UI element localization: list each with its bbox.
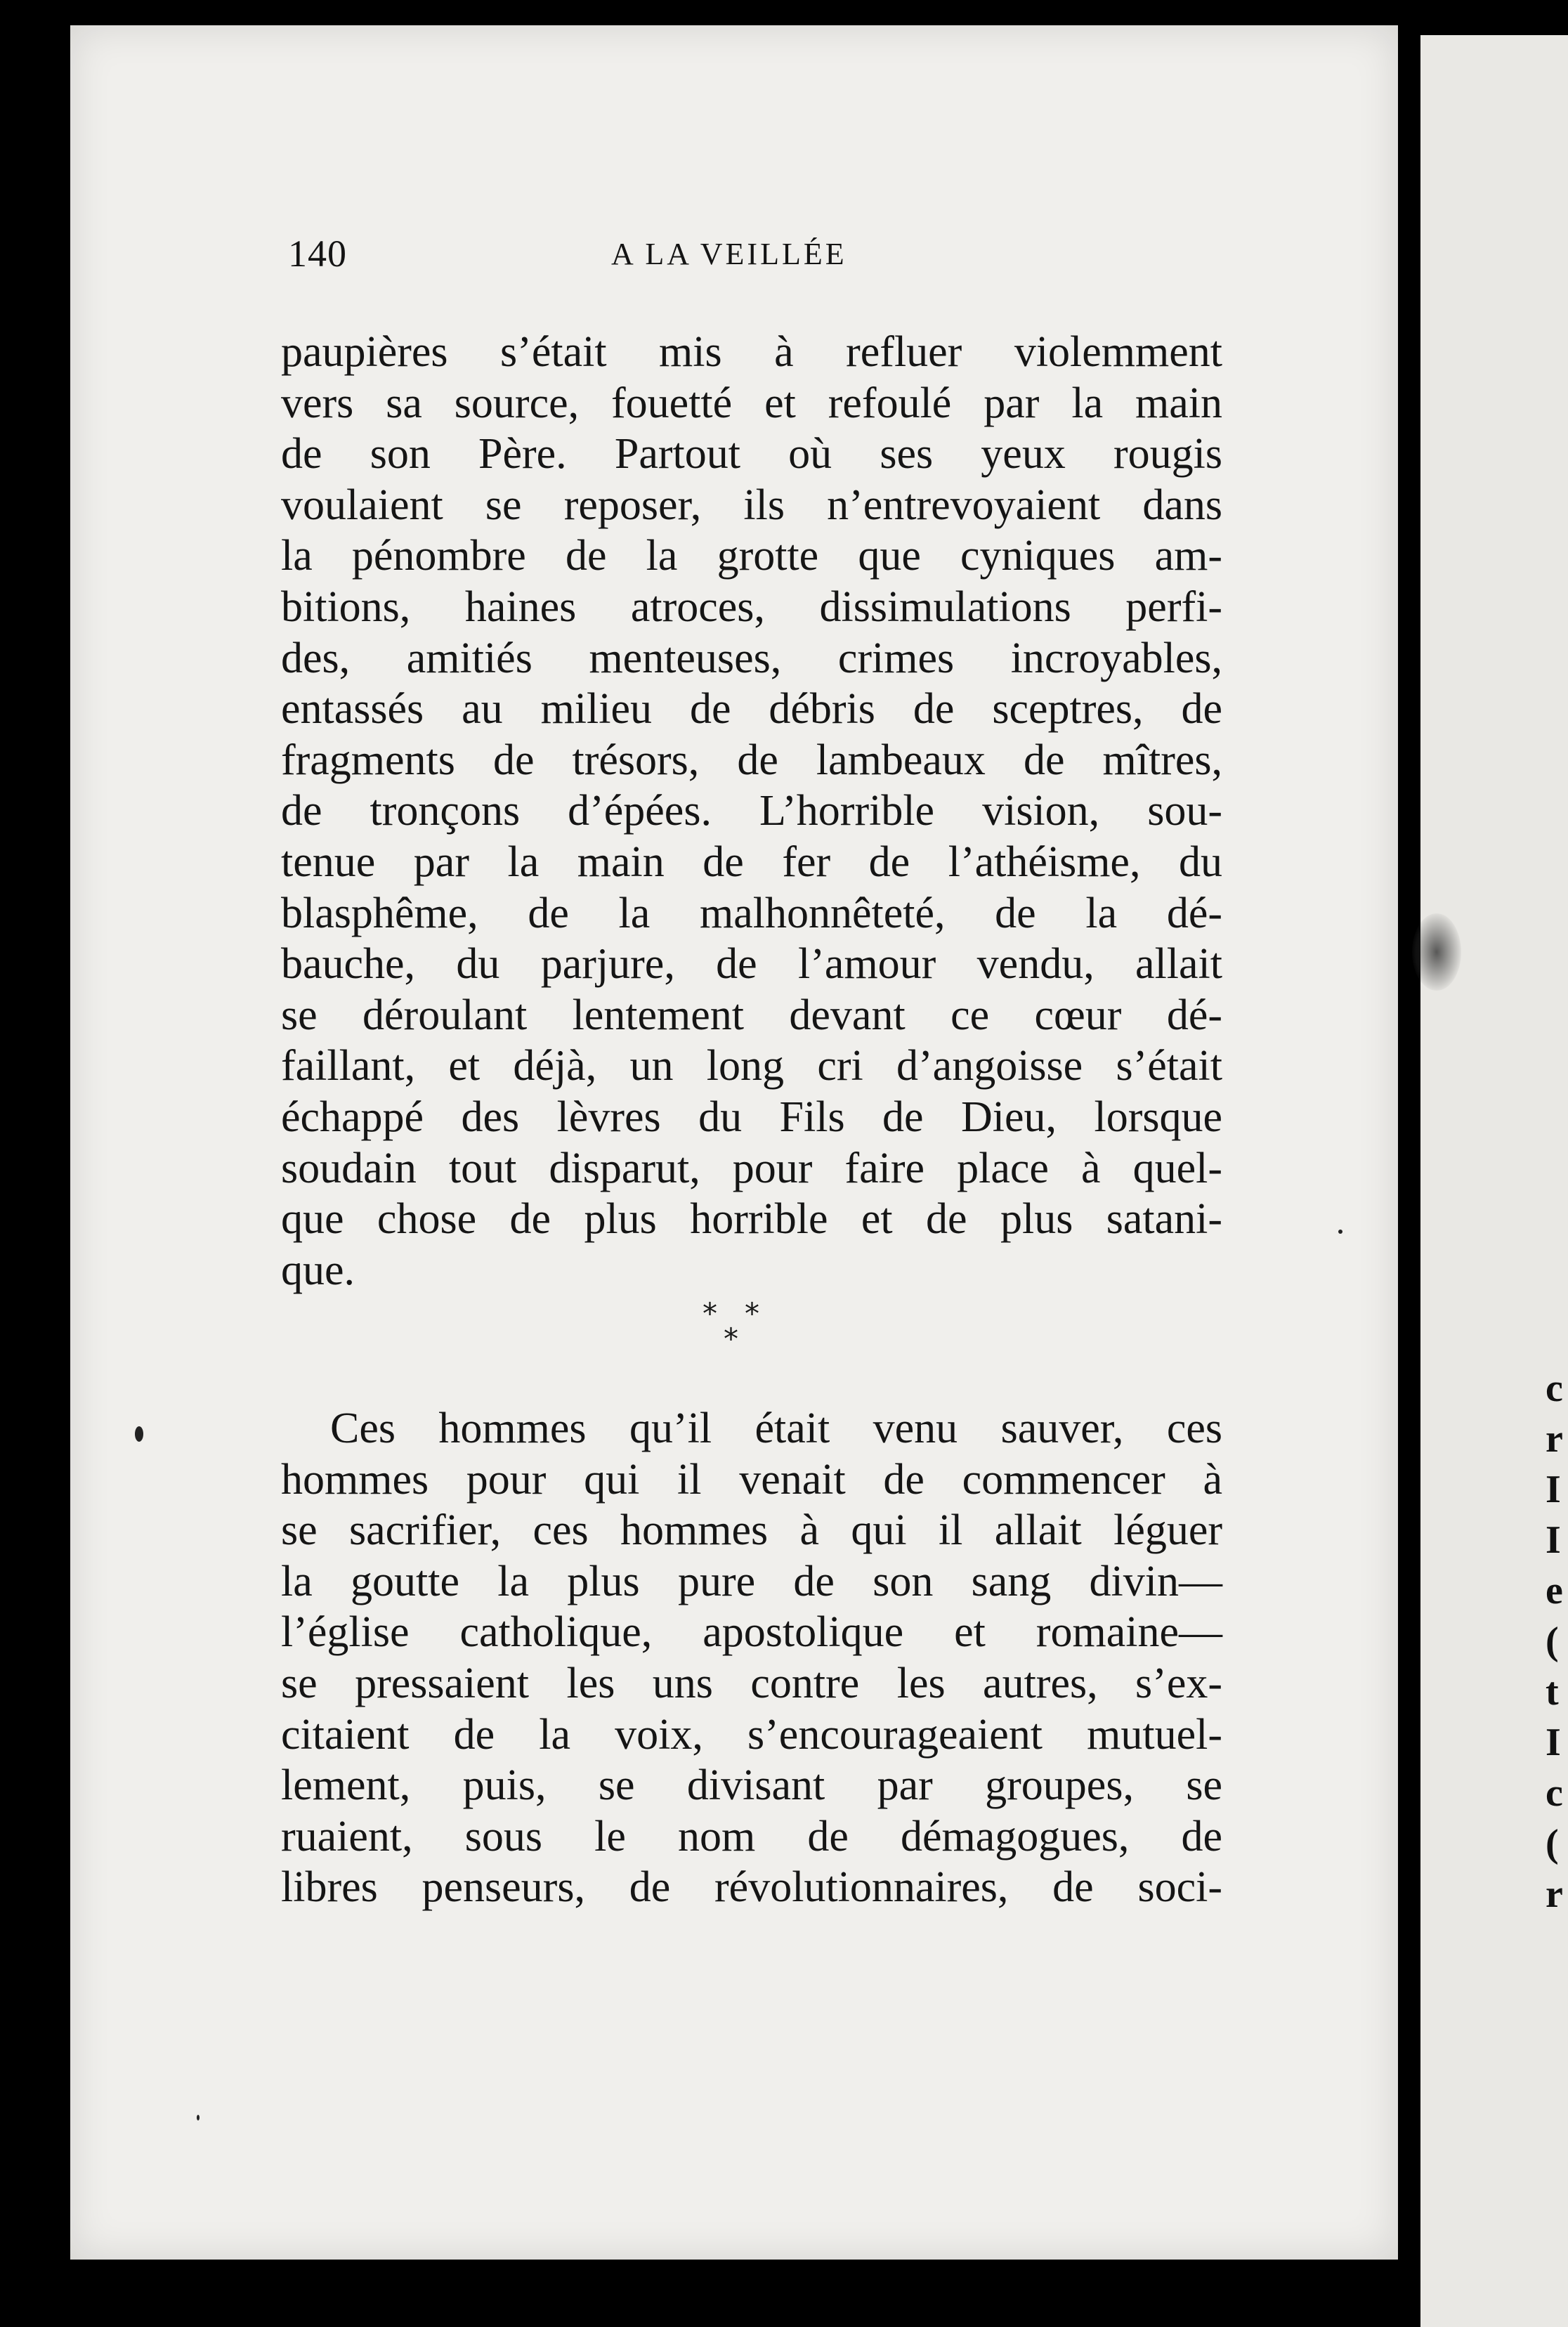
text-line: fragments de trésors, de lambeaux de mîtres, (281, 736, 1222, 784)
asterisk-mark: * (703, 1296, 717, 1331)
paragraph-2 (281, 1403, 1222, 1913)
edge-letter: e (1546, 1569, 1563, 1612)
scan-speck (135, 1426, 143, 1442)
text-line: voulaient se reposer, ils n’entrevoyaient dans (281, 481, 1222, 529)
text-line: hommes pour qui il venait de commencer à (281, 1455, 1222, 1504)
text-line: citaient de la voix, s’encourageaient mutuel- (281, 1710, 1222, 1759)
edge-letter: c (1546, 1771, 1563, 1815)
edge-letter: t (1546, 1670, 1559, 1714)
edge-letter: I (1546, 1721, 1561, 1764)
text-line: de son Père. Partout où ses yeux rougis (281, 430, 1222, 478)
scan-speck (1338, 1230, 1342, 1234)
text-line: se déroulant lentement devant ce cœur dé- (281, 991, 1222, 1039)
text-line: la goutte la plus pure de son sang divin— (281, 1557, 1222, 1605)
text-line: soudain tout disparut, pour faire place à quel- (281, 1144, 1222, 1192)
page-header (288, 232, 1229, 281)
gutter-shadow (1398, 0, 1420, 2327)
text-line: blasphême, de la malhonnêteté, de la dé- (281, 889, 1222, 937)
edge-letter: r (1546, 1417, 1563, 1461)
ink-smudge (1412, 913, 1461, 991)
text-line: que. (281, 1246, 355, 1294)
edge-letter: I (1546, 1518, 1561, 1562)
text-line: se sacrifier, ces hommes à qui il allait léguer (281, 1506, 1222, 1555)
text-line: paupières s’était mis à refluer violemment (281, 328, 1222, 376)
text-line: faillant, et déjà, un long cri d’angoisse s’était (281, 1042, 1222, 1090)
text-line: entassés au milieu de débris de sceptres, de (281, 685, 1222, 734)
text-line: bauche, du parjure, de l’amour vendu, allait (281, 940, 1222, 989)
text-line: l’église catholique, apostolique et romaine— (281, 1608, 1222, 1657)
text-line: vers sa source, fouetté et refoulé par la main (281, 379, 1222, 427)
text-line: la pénombre de la grotte que cyniques am- (281, 532, 1222, 580)
text-line: échappé des lèvres du Fils de Dieu, lorsque (281, 1093, 1222, 1141)
text-line: Ces hommes qu’il était venu sauver, ces (330, 1404, 1222, 1452)
text-line: des, amitiés menteuses, crimes incroyables, (281, 634, 1222, 682)
text-line: libres penseurs, de révolutionnaires, de soci- (281, 1863, 1222, 1912)
section-break-asterism (703, 1296, 787, 1360)
text-line: de tronçons d’épées. L’horrible vision, sou- (281, 787, 1222, 835)
text-line: lement, puis, se divisant par groupes, se (281, 1761, 1222, 1810)
asterisk-mark: * (724, 1322, 738, 1356)
text-line: bitions, haines atroces, dissimulations perfi- (281, 582, 1222, 631)
running-head: A LA VEILLÉE (611, 237, 847, 271)
paragraph-1 (281, 327, 1222, 1296)
text-line: tenue par la main de fer de l’athéisme, du (281, 837, 1222, 886)
edge-letter: I (1546, 1468, 1561, 1511)
facing-page-edge (1420, 35, 1568, 2327)
edge-letter: r (1546, 1872, 1563, 1916)
text-line: que chose de plus horrible et de plus satani- (281, 1195, 1222, 1244)
scan-speck (197, 2115, 200, 2120)
text-line: ruaient, sous le nom de démagogues, de (281, 1812, 1222, 1860)
page-number: 140 (288, 233, 347, 275)
text-line: se pressaient les uns contre les autres, s’ex- (281, 1659, 1222, 1707)
asterisk-mark: * (745, 1296, 759, 1331)
edge-letter: ( (1546, 1619, 1559, 1663)
edge-letter: c (1546, 1367, 1563, 1410)
facing-page-letters (1546, 1363, 1568, 1919)
edge-letter: ( (1546, 1822, 1559, 1865)
